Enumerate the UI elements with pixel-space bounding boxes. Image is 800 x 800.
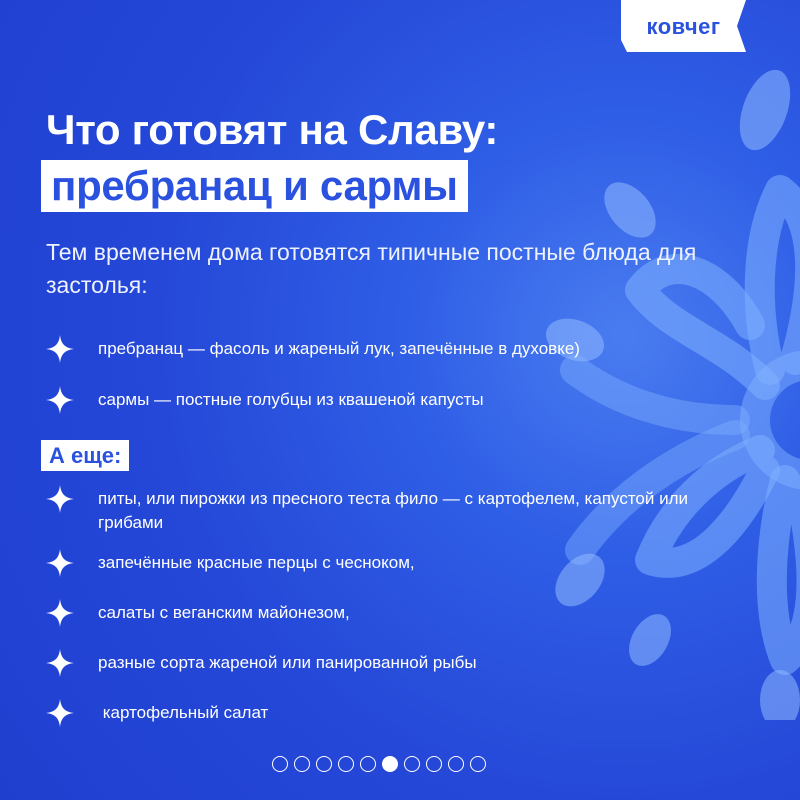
page-dot[interactable]	[272, 756, 288, 772]
list-item	[46, 651, 698, 677]
sparkle-icon	[46, 549, 74, 577]
list-item-text: салаты с веганским майонезом,	[98, 603, 350, 622]
list-item-text: питы, или пирожки из пресного теста фило — с картофелем, капустой или грибами	[98, 489, 688, 532]
page-dot[interactable]	[294, 756, 310, 772]
intro-text: Тем временем дома готовятся типичные постные блюда для застолья:	[46, 239, 697, 298]
list-item	[46, 701, 698, 727]
page-dot[interactable]	[316, 756, 332, 772]
list-item	[46, 337, 580, 363]
brand-logo	[621, 0, 746, 52]
main-dishes-list	[46, 337, 580, 439]
page-title: Что готовят на Славу:	[46, 106, 499, 153]
extra-label: А еще:	[41, 440, 129, 471]
list-item	[46, 601, 698, 627]
logo-text: ковчег	[646, 14, 721, 39]
sparkle-icon	[46, 699, 74, 727]
list-item-text: пребранац — фасоль и жареный лук, запечённые в духовке)	[98, 339, 580, 358]
list-item-text: разные сорта жареной или панированной рыбы	[98, 653, 477, 672]
list-item-text: картофельный салат	[98, 703, 269, 722]
page-title-highlight: пребранац и сармы	[41, 160, 468, 212]
sparkle-icon	[46, 386, 74, 414]
list-item	[46, 487, 698, 535]
sparkle-icon	[46, 599, 74, 627]
page-dot-active[interactable]	[382, 756, 398, 772]
page-dot[interactable]	[360, 756, 376, 772]
list-item-text: сармы — постные голубцы из квашеной капусты	[98, 390, 484, 409]
page-dot[interactable]	[338, 756, 354, 772]
list-item	[46, 551, 698, 577]
extra-dishes-list	[46, 487, 698, 727]
list-item-text: запечённые красные перцы с чесноком,	[98, 553, 415, 572]
sparkle-icon	[46, 335, 74, 363]
list-item	[46, 388, 580, 414]
page-dot[interactable]	[426, 756, 442, 772]
sparkle-icon	[46, 649, 74, 677]
sparkle-icon	[46, 485, 74, 513]
page-dot[interactable]	[448, 756, 464, 772]
page-dot[interactable]	[470, 756, 486, 772]
page-dot[interactable]	[404, 756, 420, 772]
pagination-dots	[272, 756, 486, 772]
